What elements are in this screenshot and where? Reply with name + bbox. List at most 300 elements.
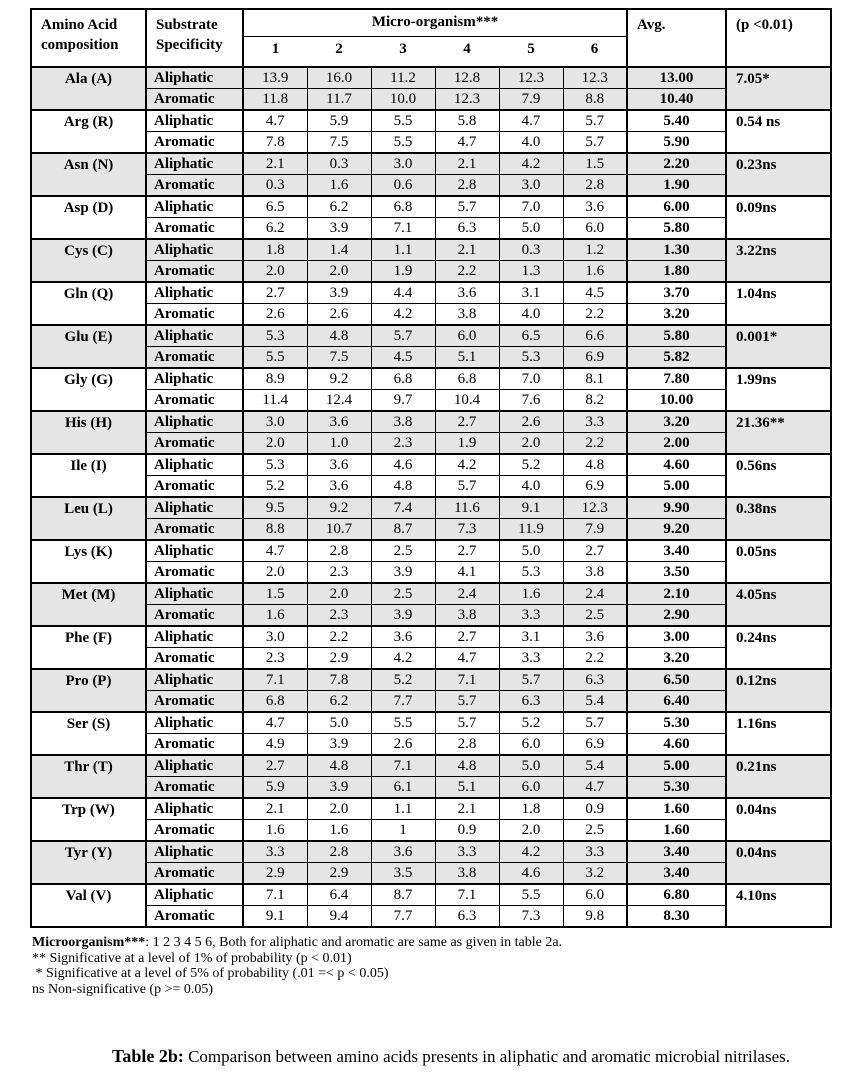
substrate-cell: Aromatic (146, 218, 243, 240)
substrate-cell: Aromatic (146, 562, 243, 584)
value-cell: 6.3 (563, 669, 627, 691)
value-cell: 2.2 (435, 261, 499, 283)
value-cell: 7.8 (243, 132, 307, 154)
value-cell: 3.9 (307, 777, 371, 799)
value-cell: 3.0 (243, 411, 307, 433)
value-cell: 2.4 (563, 583, 627, 605)
p-value-cell: 1.99ns (726, 368, 831, 411)
value-cell: 2.3 (307, 562, 371, 584)
value-cell: 10.7 (307, 519, 371, 541)
value-cell: 5.0 (499, 218, 563, 240)
value-cell: 4.0 (499, 132, 563, 154)
value-cell: 3.9 (371, 605, 435, 627)
value-cell: 7.9 (563, 519, 627, 541)
value-cell: 5.5 (243, 347, 307, 369)
value-cell: 7.5 (307, 347, 371, 369)
value-cell: 3.6 (371, 841, 435, 863)
value-cell: 2.2 (563, 304, 627, 326)
amino-acid-cell: Leu (L) (31, 497, 146, 540)
table-row-aromatic (31, 347, 831, 369)
table-row-aromatic (31, 132, 831, 154)
value-cell: 7.9 (499, 89, 563, 111)
table-row-aromatic (31, 261, 831, 283)
amino-acid-cell: Asn (N) (31, 153, 146, 196)
value-cell: 2.7 (243, 282, 307, 304)
value-cell: 5.8 (435, 110, 499, 132)
header-micro-4: 4 (435, 36, 499, 67)
p-value-cell: 0.24ns (726, 626, 831, 669)
amino-acid-cell: Pro (P) (31, 669, 146, 712)
value-cell: 2.3 (307, 605, 371, 627)
value-cell: 12.3 (435, 89, 499, 111)
substrate-cell: Aliphatic (146, 153, 243, 175)
value-cell: 6.4 (307, 884, 371, 906)
value-cell: 0.9 (435, 820, 499, 842)
table-row-aromatic (31, 906, 831, 928)
avg-cell: 5.82 (627, 347, 726, 369)
value-cell: 4.8 (435, 755, 499, 777)
table-row-aliphatic (31, 239, 831, 261)
value-cell: 2.7 (435, 626, 499, 648)
avg-cell: 6.40 (627, 691, 726, 713)
value-cell: 4.1 (435, 562, 499, 584)
amino-acid-cell: Cys (C) (31, 239, 146, 282)
substrate-cell: Aromatic (146, 734, 243, 756)
value-cell: 2.9 (307, 648, 371, 670)
value-cell: 3.2 (563, 863, 627, 885)
value-cell: 7.0 (499, 368, 563, 390)
value-cell: 0.3 (499, 239, 563, 261)
avg-cell: 4.60 (627, 454, 726, 476)
avg-cell: 1.60 (627, 798, 726, 820)
substrate-cell: Aromatic (146, 261, 243, 283)
substrate-cell: Aliphatic (146, 583, 243, 605)
value-cell: 12.3 (563, 67, 627, 89)
value-cell: 6.2 (307, 196, 371, 218)
value-cell: 2.4 (435, 583, 499, 605)
value-cell: 2.1 (435, 153, 499, 175)
avg-cell: 5.00 (627, 755, 726, 777)
value-cell: 7.8 (307, 669, 371, 691)
value-cell: 6.8 (371, 196, 435, 218)
value-cell: 7.3 (499, 906, 563, 928)
avg-cell: 9.20 (627, 519, 726, 541)
footnote-non-significative: ns Non-significative (p >= 0.05) (32, 981, 214, 997)
value-cell: 6.0 (563, 218, 627, 240)
p-value-cell: 7.05* (726, 67, 831, 110)
value-cell: 1.6 (243, 605, 307, 627)
value-cell: 4.8 (307, 755, 371, 777)
value-cell: 7.7 (371, 906, 435, 928)
value-cell: 4.8 (307, 325, 371, 347)
value-cell: 5.7 (563, 132, 627, 154)
value-cell: 5.3 (243, 454, 307, 476)
value-cell: 3.6 (307, 454, 371, 476)
value-cell: 4.7 (243, 712, 307, 734)
value-cell: 1.6 (499, 583, 563, 605)
substrate-cell: Aromatic (146, 863, 243, 885)
value-cell: 6.8 (435, 368, 499, 390)
substrate-cell: Aromatic (146, 648, 243, 670)
avg-cell: 1.80 (627, 261, 726, 283)
caption-label: Table 2b: (111, 1046, 184, 1066)
value-cell: 6.0 (563, 884, 627, 906)
value-cell: 5.7 (563, 110, 627, 132)
table-row-aromatic (31, 304, 831, 326)
value-cell: 5.9 (243, 777, 307, 799)
table-header (31, 9, 831, 67)
avg-cell: 6.00 (627, 196, 726, 218)
table-row-aromatic (31, 605, 831, 627)
table-row-aliphatic (31, 67, 831, 89)
value-cell: 3.6 (307, 476, 371, 498)
p-value-cell: 3.22ns (726, 239, 831, 282)
table-row-aliphatic (31, 110, 831, 132)
value-cell: 5.5 (371, 132, 435, 154)
amino-acid-cell: Glu (E) (31, 325, 146, 368)
value-cell: 2.6 (371, 734, 435, 756)
value-cell: 4.6 (499, 863, 563, 885)
value-cell: 7.4 (371, 497, 435, 519)
value-cell: 5.2 (243, 476, 307, 498)
value-cell: 3.0 (243, 626, 307, 648)
value-cell: 13.9 (243, 67, 307, 89)
table-row-aliphatic (31, 626, 831, 648)
avg-cell: 3.20 (627, 648, 726, 670)
value-cell: 3.3 (499, 648, 563, 670)
value-cell: 3.6 (371, 626, 435, 648)
p-value-cell: 0.38ns (726, 497, 831, 540)
footnote-microorganism-label: Microorganism*** (32, 935, 146, 950)
value-cell: 2.0 (243, 562, 307, 584)
value-cell: 5.2 (499, 454, 563, 476)
value-cell: 5.7 (435, 712, 499, 734)
value-cell: 2.8 (307, 841, 371, 863)
value-cell: 12.4 (307, 390, 371, 412)
table-row-aromatic (31, 734, 831, 756)
value-cell: 5.0 (499, 540, 563, 562)
value-cell: 12.3 (499, 67, 563, 89)
avg-cell: 5.80 (627, 325, 726, 347)
amino-acid-cell: His (H) (31, 411, 146, 454)
value-cell: 5.4 (563, 691, 627, 713)
avg-cell: 10.00 (627, 390, 726, 412)
table-row-aliphatic (31, 540, 831, 562)
value-cell: 2.2 (307, 626, 371, 648)
value-cell: 1.4 (307, 239, 371, 261)
footnote-microorganism (32, 935, 855, 951)
value-cell: 7.1 (243, 669, 307, 691)
substrate-cell: Aromatic (146, 519, 243, 541)
substrate-cell: Aliphatic (146, 67, 243, 89)
header-avg: Avg. (627, 9, 726, 67)
value-cell: 2.0 (499, 820, 563, 842)
substrate-cell: Aliphatic (146, 712, 243, 734)
amino-acid-cell: Ile (I) (31, 454, 146, 497)
value-cell: 6.3 (435, 906, 499, 928)
value-cell: 6.5 (499, 325, 563, 347)
value-cell: 3.5 (371, 863, 435, 885)
value-cell: 3.6 (307, 411, 371, 433)
value-cell: 9.8 (563, 906, 627, 928)
value-cell: 3.0 (499, 175, 563, 197)
value-cell: 0.6 (371, 175, 435, 197)
value-cell: 5.2 (371, 669, 435, 691)
p-value-cell: 0.12ns (726, 669, 831, 712)
value-cell: 0.3 (307, 153, 371, 175)
substrate-cell: Aromatic (146, 390, 243, 412)
value-cell: 8.9 (243, 368, 307, 390)
table-row-aliphatic (31, 755, 831, 777)
p-value-cell: 0.05ns (726, 540, 831, 583)
p-value-cell: 4.10ns (726, 884, 831, 927)
avg-cell: 5.30 (627, 777, 726, 799)
value-cell: 2.6 (243, 304, 307, 326)
substrate-cell: Aromatic (146, 304, 243, 326)
header-micro-5: 5 (499, 36, 563, 67)
value-cell: 1.6 (307, 175, 371, 197)
value-cell: 9.1 (243, 906, 307, 928)
value-cell: 0.3 (243, 175, 307, 197)
header-amino-line2: composition (41, 37, 119, 53)
value-cell: 2.1 (435, 239, 499, 261)
value-cell: 6.3 (435, 218, 499, 240)
value-cell: 2.8 (307, 540, 371, 562)
amino-acid-cell: Thr (T) (31, 755, 146, 798)
value-cell: 2.0 (243, 261, 307, 283)
value-cell: 3.1 (499, 626, 563, 648)
value-cell: 6.1 (371, 777, 435, 799)
p-value-cell: 0.54 ns (726, 110, 831, 153)
table-row-aliphatic (31, 153, 831, 175)
header-p-threshold: (p <0.01) (726, 9, 831, 67)
value-cell: 6.2 (307, 691, 371, 713)
header-substrate-line1: Substrate (156, 17, 218, 33)
avg-cell: 1.60 (627, 820, 726, 842)
value-cell: 4.7 (435, 648, 499, 670)
table-row-aromatic (31, 390, 831, 412)
substrate-cell: Aromatic (146, 433, 243, 455)
avg-cell: 3.40 (627, 540, 726, 562)
value-cell: 4.7 (563, 777, 627, 799)
value-cell: 6.0 (499, 734, 563, 756)
table-row-aliphatic (31, 669, 831, 691)
avg-cell: 5.30 (627, 712, 726, 734)
value-cell: 5.3 (243, 325, 307, 347)
value-cell: 4.8 (371, 476, 435, 498)
value-cell: 1.1 (371, 798, 435, 820)
value-cell: 1.8 (243, 239, 307, 261)
value-cell: 4.2 (371, 304, 435, 326)
value-cell: 6.9 (563, 347, 627, 369)
value-cell: 10.0 (371, 89, 435, 111)
value-cell: 5.2 (499, 712, 563, 734)
avg-cell: 3.50 (627, 562, 726, 584)
value-cell: 3.9 (371, 562, 435, 584)
header-micro-1: 1 (243, 36, 307, 67)
value-cell: 9.2 (307, 368, 371, 390)
value-cell: 1.1 (371, 239, 435, 261)
value-cell: 4.8 (563, 454, 627, 476)
p-value-cell: 0.04ns (726, 798, 831, 841)
substrate-cell: Aliphatic (146, 411, 243, 433)
value-cell: 5.3 (499, 347, 563, 369)
value-cell: 7.5 (307, 132, 371, 154)
value-cell: 9.7 (371, 390, 435, 412)
value-cell: 5.3 (499, 562, 563, 584)
value-cell: 8.8 (563, 89, 627, 111)
table-row-aliphatic (31, 497, 831, 519)
value-cell: 3.6 (563, 626, 627, 648)
value-cell: 2.8 (435, 175, 499, 197)
value-cell: 4.2 (435, 454, 499, 476)
value-cell: 1.9 (435, 433, 499, 455)
value-cell: 10.4 (435, 390, 499, 412)
avg-cell: 3.20 (627, 304, 726, 326)
value-cell: 3.3 (563, 841, 627, 863)
value-cell: 7.6 (499, 390, 563, 412)
value-cell: 5.7 (435, 476, 499, 498)
value-cell: 4.6 (371, 454, 435, 476)
value-cell: 6.9 (563, 476, 627, 498)
value-cell: 7.1 (371, 755, 435, 777)
table-row-aromatic (31, 648, 831, 670)
value-cell: 3.9 (307, 282, 371, 304)
table-row-aliphatic (31, 884, 831, 906)
value-cell: 8.7 (371, 884, 435, 906)
table-row-aliphatic (31, 196, 831, 218)
value-cell: 6.0 (499, 777, 563, 799)
value-cell: 8.2 (563, 390, 627, 412)
substrate-cell: Aromatic (146, 820, 243, 842)
avg-cell: 2.20 (627, 153, 726, 175)
substrate-cell: Aliphatic (146, 755, 243, 777)
value-cell: 2.3 (243, 648, 307, 670)
value-cell: 2.0 (307, 261, 371, 283)
value-cell: 1.2 (563, 239, 627, 261)
table-row-aromatic (31, 89, 831, 111)
value-cell: 1.9 (371, 261, 435, 283)
substrate-cell: Aliphatic (146, 841, 243, 863)
value-cell: 3.6 (435, 282, 499, 304)
value-cell: 2.0 (307, 798, 371, 820)
header-micro-6: 6 (563, 36, 627, 67)
p-value-cell: 21.36** (726, 411, 831, 454)
table-row-aliphatic (31, 411, 831, 433)
value-cell: 2.7 (243, 755, 307, 777)
value-cell: 3.6 (563, 196, 627, 218)
table-row-aromatic (31, 777, 831, 799)
value-cell: 2.9 (307, 863, 371, 885)
table-row-aliphatic (31, 282, 831, 304)
value-cell: 7.1 (243, 884, 307, 906)
value-cell: 3.8 (435, 605, 499, 627)
value-cell: 16.0 (307, 67, 371, 89)
value-cell: 5.1 (435, 347, 499, 369)
value-cell: 2.7 (435, 540, 499, 562)
amino-acid-cell: Trp (W) (31, 798, 146, 841)
value-cell: 3.8 (563, 562, 627, 584)
value-cell: 4.2 (371, 648, 435, 670)
value-cell: 3.8 (435, 863, 499, 885)
value-cell: 2.8 (563, 175, 627, 197)
amino-acid-cell: Tyr (Y) (31, 841, 146, 884)
substrate-cell: Aliphatic (146, 325, 243, 347)
footnote-significance-1pct: ** Significative at a level of 1% of probability (p < 0.01) (32, 950, 352, 966)
avg-cell: 1.30 (627, 239, 726, 261)
value-cell: 7.1 (371, 218, 435, 240)
avg-cell: 3.40 (627, 863, 726, 885)
value-cell: 2.1 (243, 153, 307, 175)
header-row-top (31, 9, 831, 36)
value-cell: 3.8 (435, 304, 499, 326)
avg-cell: 6.50 (627, 669, 726, 691)
value-cell: 6.0 (435, 325, 499, 347)
value-cell: 6.3 (499, 691, 563, 713)
value-cell: 4.2 (499, 841, 563, 863)
table-caption (30, 1026, 855, 1087)
value-cell: 11.8 (243, 89, 307, 111)
value-cell: 2.5 (563, 605, 627, 627)
avg-cell: 2.90 (627, 605, 726, 627)
value-cell: 6.8 (243, 691, 307, 713)
substrate-cell: Aliphatic (146, 540, 243, 562)
substrate-cell: Aliphatic (146, 884, 243, 906)
substrate-cell: Aliphatic (146, 196, 243, 218)
avg-cell: 13.00 (627, 67, 726, 89)
table-row-aromatic (31, 863, 831, 885)
amino-acid-cell: Phe (F) (31, 626, 146, 669)
value-cell: 4.4 (371, 282, 435, 304)
header-substrate-line2: Specificity (156, 37, 223, 53)
p-value-cell: 0.23ns (726, 153, 831, 196)
value-cell: 8.8 (243, 519, 307, 541)
value-cell: 4.9 (243, 734, 307, 756)
footnote-significance-5pct: * Significative at a level of 5% of probability (.01 =< p < 0.05) (32, 966, 389, 981)
avg-cell: 5.80 (627, 218, 726, 240)
value-cell: 5.5 (371, 712, 435, 734)
amino-acid-cell: Arg (R) (31, 110, 146, 153)
header-micro-3: 3 (371, 36, 435, 67)
substrate-cell: Aliphatic (146, 110, 243, 132)
substrate-cell: Aromatic (146, 476, 243, 498)
value-cell: 5.9 (307, 110, 371, 132)
value-cell: 2.0 (307, 583, 371, 605)
table-row-aliphatic (31, 841, 831, 863)
value-cell: 2.6 (307, 304, 371, 326)
p-value-cell: 4.05ns (726, 583, 831, 626)
value-cell: 8.1 (563, 368, 627, 390)
avg-cell: 6.80 (627, 884, 726, 906)
value-cell: 2.2 (563, 433, 627, 455)
value-cell: 0.9 (563, 798, 627, 820)
value-cell: 5.0 (307, 712, 371, 734)
substrate-cell: Aromatic (146, 691, 243, 713)
value-cell: 1.3 (499, 261, 563, 283)
substrate-cell: Aliphatic (146, 282, 243, 304)
table-row-aromatic (31, 476, 831, 498)
value-cell: 8.7 (371, 519, 435, 541)
value-cell: 5.5 (499, 884, 563, 906)
value-cell: 1.6 (243, 820, 307, 842)
footnotes (32, 935, 855, 997)
p-value-cell: 0.21ns (726, 755, 831, 798)
value-cell: 5.7 (563, 712, 627, 734)
table-row-aliphatic (31, 712, 831, 734)
value-cell: 2.0 (243, 433, 307, 455)
value-cell: 3.1 (499, 282, 563, 304)
value-cell: 3.9 (307, 734, 371, 756)
